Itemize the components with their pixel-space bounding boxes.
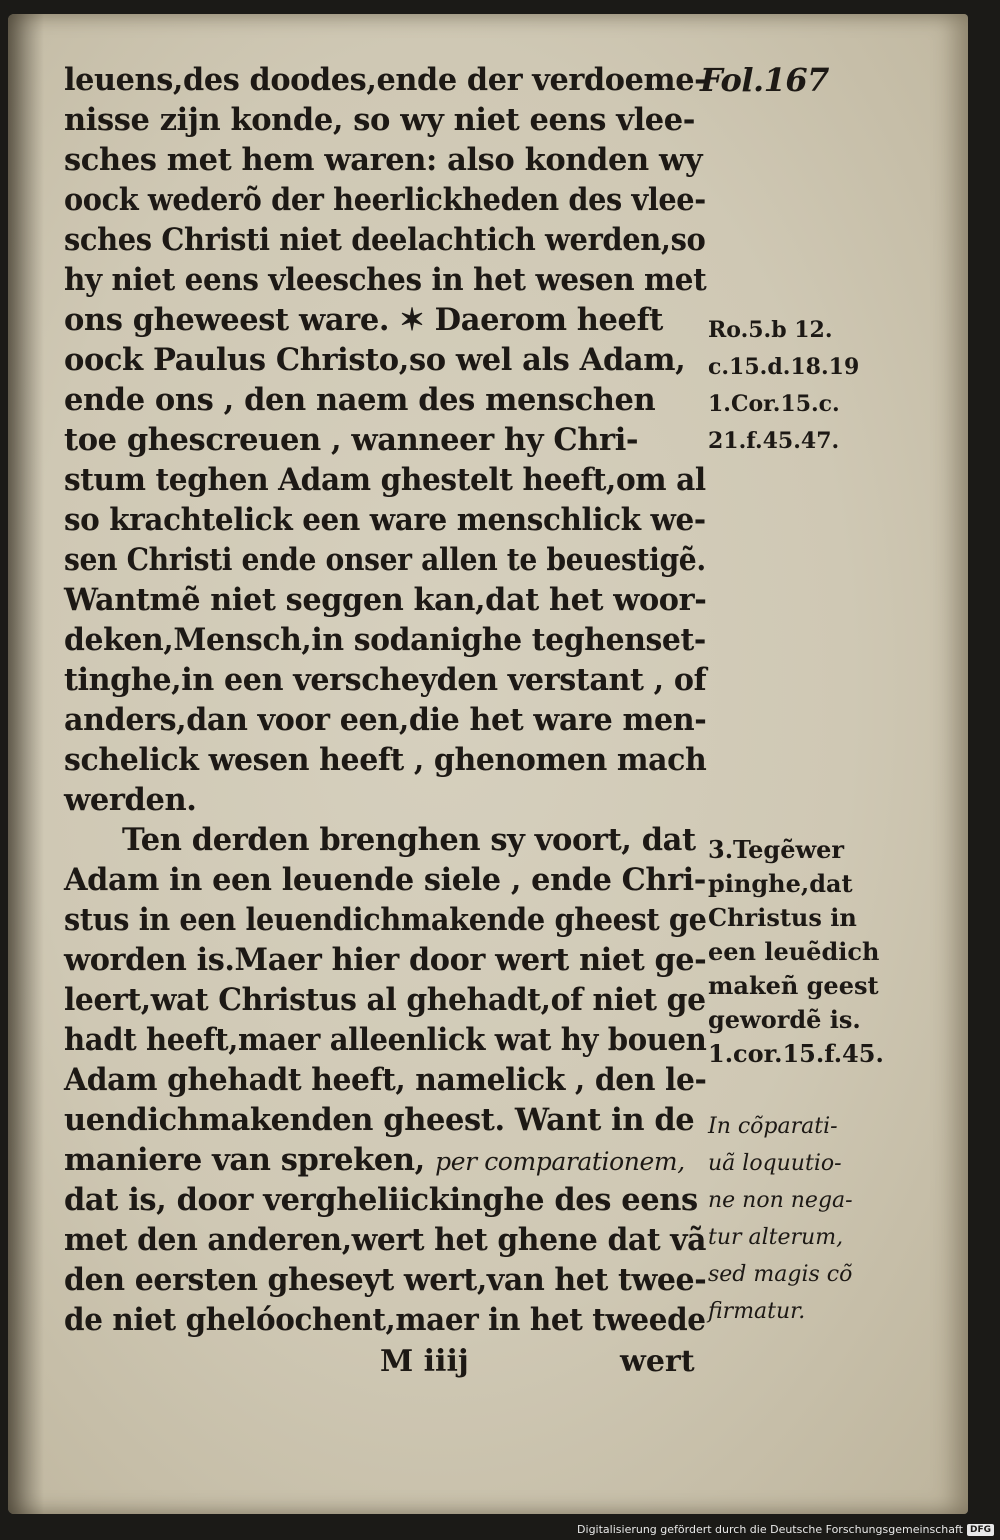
text-line bbox=[64, 180, 706, 220]
margin-line: 1.cor.15.f.45. bbox=[708, 1039, 884, 1068]
text-line bbox=[64, 1300, 706, 1340]
text-line bbox=[64, 1100, 706, 1140]
text-line-content: stum teghen Adam ghestelt heeft,om al bbox=[64, 462, 706, 498]
text-line-content: maniere van spreken, bbox=[64, 1142, 425, 1178]
text-line-content: ons gheweest ware. ✶ Daerom heeft bbox=[64, 302, 663, 338]
text-line-content: dat is, door vergheliickinghe des eens bbox=[64, 1182, 698, 1218]
text-line bbox=[64, 1180, 706, 1220]
text-line-content: so krachtelick een ware menschlick we- bbox=[64, 502, 706, 538]
text-line bbox=[64, 340, 706, 380]
text-line-content: sches Christi niet deelachtich werden,so bbox=[64, 222, 706, 258]
text-line-content: hadt heeft,maer alleenlick wat hy bouen bbox=[64, 1022, 707, 1058]
text-line-content: ende ons , den naem des menschen bbox=[64, 382, 656, 418]
text-line-content: leert,wat Christus al ghehadt,of niet ge bbox=[64, 982, 706, 1018]
text-line bbox=[64, 220, 706, 260]
text-line bbox=[64, 500, 706, 540]
text-line bbox=[64, 580, 706, 620]
text-line bbox=[64, 540, 706, 580]
margin-line: 3.Tegẽwer bbox=[708, 835, 845, 864]
text-line bbox=[64, 780, 706, 820]
text-line bbox=[64, 940, 706, 980]
text-line bbox=[64, 900, 706, 940]
text-line bbox=[64, 260, 706, 300]
text-line-content: sches met hem waren: also konden wy bbox=[64, 142, 703, 178]
text-line bbox=[64, 620, 706, 660]
margin-line: Ro.5.b 12. bbox=[708, 317, 833, 343]
margin-line: sed magis cõ bbox=[708, 1262, 853, 1287]
signature-mark: M iiij bbox=[380, 1344, 469, 1379]
margin-line: uã loquutio- bbox=[708, 1151, 842, 1176]
text-line-content: Ten derden brenghen sy voort, dat bbox=[122, 822, 696, 858]
text-line-content: met den anderen,wert het ghene dat vã bbox=[64, 1222, 707, 1258]
folio-number: Fol.167 bbox=[700, 61, 829, 99]
text-line-content: sen Christi ende onser allen te beuestigẽ. bbox=[64, 542, 706, 578]
margin-line: In cõparati- bbox=[708, 1114, 838, 1139]
text-line bbox=[64, 740, 706, 780]
text-line bbox=[64, 660, 706, 700]
text-line-content: werden. bbox=[64, 782, 197, 818]
page-footer-line bbox=[64, 1340, 706, 1384]
margin-line: 21.f.45.47. bbox=[708, 428, 840, 454]
margin-line: 1.Cor.15.c. bbox=[708, 391, 840, 417]
text-line-content: oock wederõ der heerlickheden des vlee- bbox=[64, 182, 706, 218]
margin-line: Christus in bbox=[708, 903, 857, 932]
text-line bbox=[64, 1260, 706, 1300]
latin-phrase: per comparationem, bbox=[435, 1147, 685, 1176]
text-line bbox=[64, 380, 706, 420]
text-line-content: schelick wesen heeft , ghenomen mach bbox=[64, 742, 707, 778]
text-line bbox=[64, 1020, 706, 1060]
text-line bbox=[64, 100, 706, 140]
page-gutter-shadow bbox=[8, 14, 44, 1514]
text-line bbox=[64, 140, 706, 180]
margin-line: tur alterum, bbox=[708, 1225, 844, 1250]
margin-line: ne non nega- bbox=[708, 1188, 853, 1213]
text-line-content: anders,dan voor een,die het ware men- bbox=[64, 702, 707, 738]
text-line bbox=[64, 860, 706, 900]
text-line-content: oock Paulus Christo,so wel als Adam, bbox=[64, 342, 686, 378]
text-line-content: deken,Mensch,in sodanighe teghenset- bbox=[64, 622, 706, 658]
margin-latin-note bbox=[708, 1108, 898, 1330]
digitization-credit bbox=[577, 1523, 994, 1536]
text-line-content: Adam in een leuende siele , ende Chri- bbox=[64, 862, 707, 898]
credit-text: Digitalisierung gefördert durch die Deutsche Forschungsgemeinschaft bbox=[577, 1523, 963, 1536]
text-line bbox=[64, 1060, 706, 1100]
text-line bbox=[64, 820, 706, 860]
catchword: wert bbox=[620, 1344, 695, 1379]
text-line bbox=[64, 60, 706, 100]
text-line-content: Wantmẽ niet seggen kan,dat het woor- bbox=[64, 582, 707, 618]
text-line-content: de niet ghelóochent,maer in het tweede bbox=[64, 1302, 706, 1338]
text-line bbox=[64, 300, 706, 340]
margin-line: pinghe,dat bbox=[708, 869, 853, 898]
main-text-block bbox=[64, 60, 706, 1340]
dfg-logo: DFG bbox=[967, 1524, 994, 1536]
text-line-content: nisse zijn konde, so wy niet eens vlee- bbox=[64, 102, 696, 138]
text-line-content: stus in een leuendichmakende gheest ge bbox=[64, 902, 707, 938]
text-line-content: hy niet eens vleesches in het wesen met bbox=[64, 262, 707, 298]
text-line bbox=[64, 1220, 706, 1260]
text-line-content: toe ghescreuen , wanneer hy Chri- bbox=[64, 422, 639, 458]
margin-line: gewordẽ is. bbox=[708, 1005, 861, 1034]
margin-line: c.15.d.18.19 bbox=[708, 354, 860, 380]
text-line-content: worden is.Maer hier door wert niet ge- bbox=[64, 942, 707, 978]
text-line bbox=[64, 1140, 706, 1180]
text-line bbox=[64, 420, 706, 460]
text-line-content: uendichmakenden gheest. Want in de bbox=[64, 1102, 695, 1138]
margin-line: een leuẽdich bbox=[708, 937, 880, 966]
margin-line: makeñ geest bbox=[708, 971, 879, 1000]
text-line-content: tinghe,in een verscheyden verstant , of bbox=[64, 662, 707, 698]
text-line bbox=[64, 980, 706, 1020]
margin-note bbox=[708, 833, 898, 1071]
text-line bbox=[64, 460, 706, 500]
text-line-content: leuens,des doodes,ende der verdoeme- bbox=[64, 62, 707, 98]
margin-bible-references bbox=[708, 312, 898, 460]
text-line bbox=[64, 700, 706, 740]
text-line-content: Adam ghehadt heeft, namelick , den le- bbox=[64, 1062, 707, 1098]
text-line-content: den eersten gheseyt wert,van het twee- bbox=[64, 1262, 707, 1298]
margin-line: firmatur. bbox=[708, 1299, 806, 1324]
